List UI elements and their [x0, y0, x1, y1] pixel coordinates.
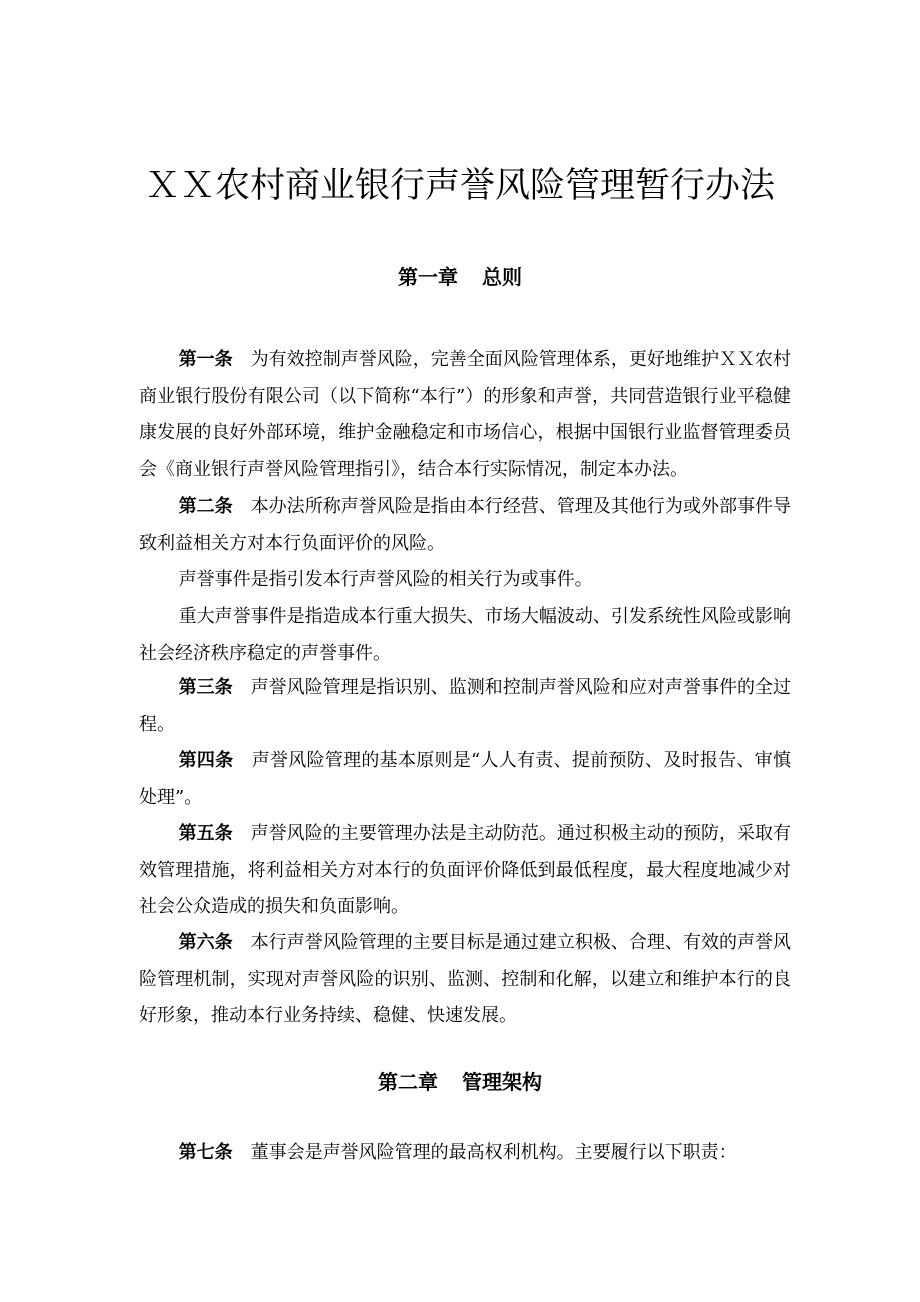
- article-3: [139, 670, 791, 743]
- chapter-name: 总则: [482, 265, 522, 289]
- article-2-paragraph-2: [139, 562, 791, 599]
- article-label: 第七条: [178, 1142, 233, 1163]
- chapter-number: 第一章: [398, 265, 458, 289]
- article-7: [139, 1135, 791, 1172]
- chapter-heading-2: [0, 1067, 920, 1097]
- article-label: 第一条: [178, 349, 233, 370]
- article-text: 声誉风险管理的基本原则是“人人有责、提前预防、及时报告、审慎处理”。: [139, 750, 792, 808]
- article-2: [139, 489, 791, 562]
- article-text: 声誉风险的主要管理办法是主动防范。通过积极主动的预防，采取有效管理措施，将利益相关方对本行的负面评价降低到最低程度，最大程度地减少对社会公众造成的损失和负面影响。: [139, 823, 792, 917]
- article-label: 第二条: [178, 496, 233, 517]
- article-label: 第三条: [178, 677, 233, 698]
- chapter-heading-1: [0, 262, 920, 292]
- paragraph-text: 重大声誉事件是指造成本行重大损失、市场大幅波动、引发系统性风险或影响社会经济秩序稳定的声誉事件。: [139, 606, 791, 664]
- article-label: 第五条: [178, 823, 233, 844]
- article-text: 为有效控制声誉风险，完善全面风险管理体系，更好地维护ＸＸ农村商业银行股份有限公司（以下简称“本行”）的形象和声誉，共同营造银行业平稳健康发展的良好外部环境，维护金融稳定和市场信心，根据中国银行业监督管理委员会《商业银行声誉风险管理指引》，结合本行实际情况，制定本办法。: [139, 349, 792, 480]
- article-text: 本办法所称声誉风险是指由本行经营、管理及其他行为或外部事件导致利益相关方对本行负面评价的风险。: [139, 496, 792, 554]
- article-6: [139, 925, 791, 1035]
- article-text: 本行声誉风险管理的主要目标是通过建立积极、合理、有效的声誉风险管理机制，实现对声誉风险的识别、监测、控制和化解，以建立和维护本行的良好形象，推动本行业务持续、稳健、快速发展。: [139, 932, 792, 1026]
- paragraph-text: 声誉事件是指引发本行声誉风险的相关行为或事件。: [178, 569, 593, 590]
- article-2-paragraph-3: [139, 599, 791, 672]
- article-1: [139, 342, 791, 488]
- document-title: ＸＸ农村商业银行声誉风险管理暂行办法: [144, 166, 775, 206]
- article-text: 声誉风险管理是指识别、监测和控制声誉风险和应对声誉事件的全过程。: [139, 677, 792, 735]
- article-label: 第六条: [178, 932, 233, 953]
- chapter-number: 第二章: [378, 1070, 438, 1094]
- article-5: [139, 816, 791, 926]
- article-4: [139, 743, 791, 816]
- article-text: 董事会是声誉风险管理的最高权利机构。主要履行以下职责：: [250, 1142, 737, 1163]
- chapter-name: 管理架构: [462, 1070, 542, 1094]
- article-label: 第四条: [178, 750, 234, 771]
